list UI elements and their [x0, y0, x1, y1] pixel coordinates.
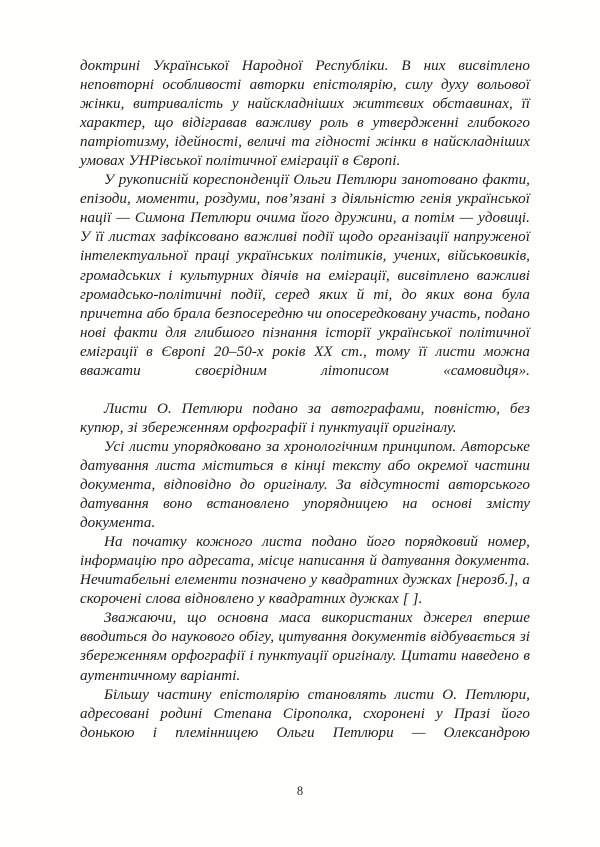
paragraph-7: Більшу частину епістолярію становлять листи О. Петлюри, адресовані родині Степана Сірополка, схоронені у Празі його донькою і племінницею Ольги Петлюри — Олександрою: [80, 686, 530, 741]
paragraph-3: Листи О. Петлюри подано за автографами, повністю, без купюр, зі збереженням орфографії і пунктуації оригіналу.: [80, 400, 530, 436]
paragraph-4: Усі листи упорядковано за хронологічним принципом. Авторське датування листа міститься в кінці тексту або окремої частини документа, відповідно до оригіналу. За відсутності авторського датування воно встановлено упорядницею на основі змісту документа.: [80, 438, 530, 532]
paragraph-6: Зважаючи, що основна маса використаних джерел вперше вводиться до наукового обігу, цитування документів відбувається зі збереженням орфографії і пунктуації оригіналу. Цитати наведено в аутентичному варіанті.: [80, 610, 530, 684]
page-text-block: [80, 57, 530, 762]
page-number: 8: [296, 784, 304, 798]
paragraph-5: На початку кожного листа подано його порядковий номер, інформацію про адресата, місце написання й датування документа. Нечитабельні елементи позначено у квадратних дужках [нерозб.], а скорочені слова відновлено у квадратних дужках [ ].: [80, 534, 530, 608]
paragraph-2: У рукописній кореспонденції Ольги Петлюри занотовано факти, епізоди, моменти, роздуми, пов’язані з діяльністю генія української нації — Симона Петлюри очима його дружини, а потім — удовиці. У її листах зафіксовано важливі події щодо організації напруженої інтелектуальної праці українських політиків, учених, військовиків, громадських і культурних діячів на еміграції, висвітлено важливі громадсько-політичні події, серед яких й ті, до яких вона була причетна або брала безпосередню чи опосередковану участь, подано нові факти для глибшого пізнання історії української політичної еміграції в Європі 20–50-х років XX ст., тому її листи можна вважати своєрідним літописом «самовидця».: [80, 172, 530, 379]
paragraph-1: доктрині Української Народної Республіки. В них висвітлено неповторні особливості авторки епістолярію, силу духу вольової жінки, витривалість у найскладніших життєвих обставинах, її характер, що відігравав важливу роль в утвердженні глибокого патріотизму, ідейності, величі та гідності жінки в найскладніших умовах УНРівської політичної еміграції в Європі.: [80, 58, 530, 170]
